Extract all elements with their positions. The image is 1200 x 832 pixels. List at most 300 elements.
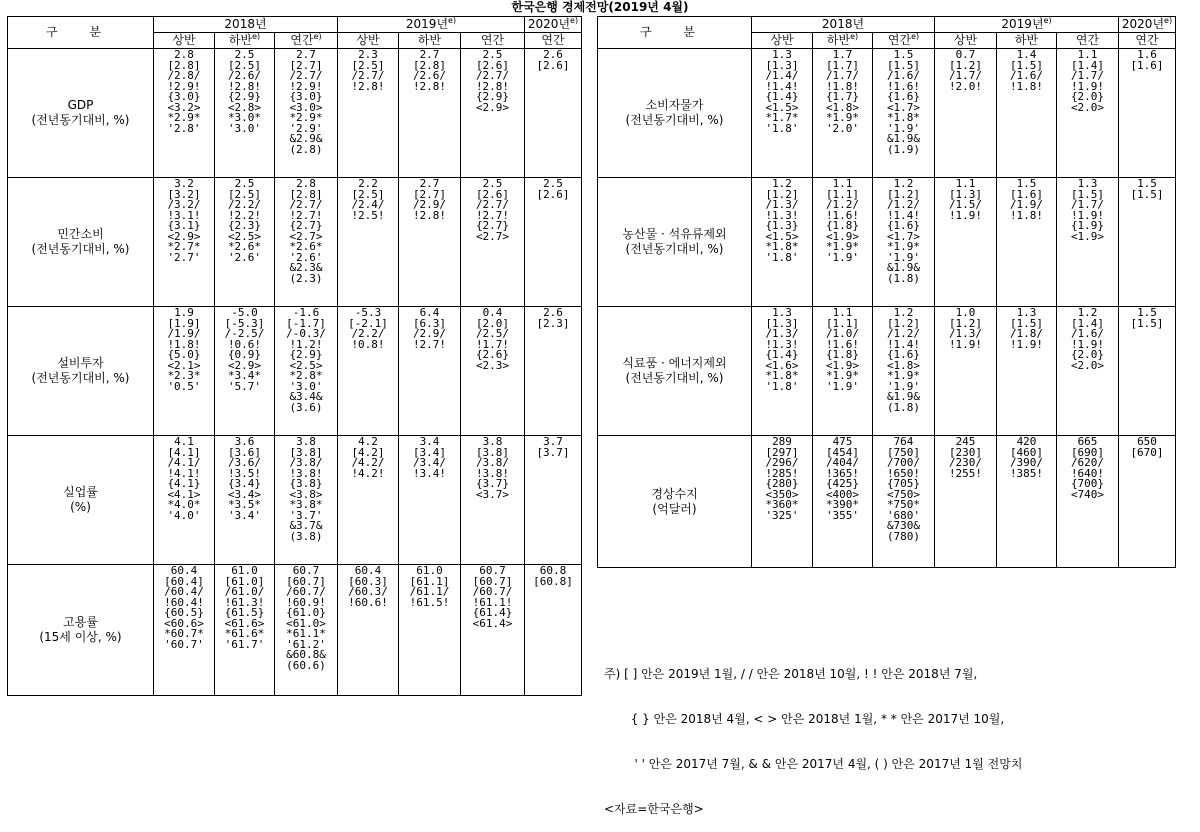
- table-row: [8, 436, 582, 565]
- forecast-value: /1.7/: [1070, 198, 1105, 211]
- forecast-value: 475: [832, 435, 853, 448]
- forecast-value: !1.4!: [886, 208, 921, 222]
- forecast-value: '2.6': [227, 250, 262, 264]
- forecast-value: <1.8>: [825, 100, 860, 114]
- forecast-value: [1.4]: [1070, 316, 1105, 330]
- forecast-value: <3.0>: [289, 100, 323, 114]
- forecast-value: {1.6}: [886, 348, 921, 361]
- year-2019-header: 2019년$^{e)}$: [338, 17, 525, 33]
- forecast-value: /700/: [886, 456, 921, 469]
- row-label-line: GDP: [67, 98, 94, 112]
- forecast-value: /296/: [765, 456, 799, 469]
- forecast-value: [1.2]: [948, 316, 983, 330]
- year-2018-header: 2018년: [752, 17, 935, 33]
- value-cell: [215, 307, 275, 436]
- forecast-value: <1.9>: [1070, 229, 1105, 243]
- value-cell: [1119, 436, 1176, 568]
- forecast-value: '1.8': [765, 121, 799, 135]
- year-2020-header: 2020년$^{e)}$: [1119, 17, 1176, 33]
- forecast-value: [1.3]: [765, 58, 799, 72]
- forecast-value: !61.1!: [472, 595, 513, 609]
- forecast-value: 61.0: [416, 564, 443, 577]
- forecast-value: [-2.1]: [348, 316, 388, 330]
- forecast-value: <3.4>: [227, 487, 262, 501]
- forecast-value: 6.4: [419, 306, 440, 319]
- forecast-value: '2.8': [167, 121, 201, 135]
- forecast-value: /1.3/: [948, 327, 983, 340]
- forecast-value: [1.1]: [825, 316, 860, 330]
- forecast-value: 1.0: [955, 306, 976, 319]
- forecast-value: <2.7>: [289, 229, 323, 243]
- forecast-value: [1.5]: [1009, 58, 1044, 72]
- row-label-line: (전년동기대비, %): [31, 242, 130, 256]
- table-row: [8, 49, 582, 178]
- forecast-value: 1.2: [893, 177, 914, 190]
- value-cell: [154, 49, 215, 178]
- h2-header: 하반: [399, 33, 461, 49]
- forecast-value: 2.7: [419, 177, 440, 190]
- forecast-value: '355': [825, 508, 860, 522]
- forecast-value: [1.5]: [1130, 316, 1164, 330]
- forecast-value: [1.5]: [1070, 187, 1105, 201]
- forecast-value: 2.5: [234, 177, 255, 190]
- forecast-value: {3.0}: [289, 90, 323, 103]
- forecast-value: '61.7': [224, 637, 265, 651]
- forecast-value: [4.1]: [167, 445, 201, 459]
- h2-header: 하반$^{e)}$: [215, 33, 275, 49]
- forecast-value: [690]: [1070, 445, 1105, 459]
- forecast-value: '2.9': [289, 121, 323, 135]
- forecast-value: {1.7}: [825, 90, 860, 103]
- value-cell: [1057, 49, 1119, 178]
- forecast-value: '3.0': [227, 121, 262, 135]
- forecast-value: <1.6>: [765, 358, 799, 372]
- gubun-header: 구 분: [598, 17, 752, 49]
- forecast-value: !2.9!: [289, 79, 323, 93]
- forecast-value: 2.5: [543, 177, 563, 190]
- value-cell: [525, 436, 582, 565]
- forecast-value: {3.1}: [167, 219, 201, 232]
- forecast-value: {0.9}: [227, 348, 262, 361]
- value-cell: [275, 49, 338, 178]
- forecast-value: {705}: [886, 477, 921, 490]
- forecast-value: *390*: [825, 498, 860, 511]
- forecast-value: /61.0/: [224, 585, 265, 598]
- forecast-value: <3.7>: [475, 487, 510, 501]
- forecast-value: <4.1>: [167, 487, 201, 501]
- forecast-value: '1.9': [886, 250, 921, 264]
- forecast-value: 2.5: [482, 48, 503, 61]
- forecast-value: [1.2]: [948, 58, 983, 72]
- forecast-value: *1.8*: [765, 369, 799, 382]
- forecast-value: !1.6!: [825, 337, 860, 351]
- forecast-value: (1.9): [886, 142, 921, 156]
- forecast-value: <1.5>: [765, 100, 799, 114]
- forecast-value: *750*: [886, 498, 921, 511]
- forecast-value: {2.6}: [475, 348, 510, 361]
- forecast-value: /1.2/: [886, 327, 921, 340]
- forecast-value: *1.9*: [825, 240, 860, 253]
- row-label-line: 소비자물가: [645, 98, 704, 112]
- forecast-value: /60.7/: [286, 585, 326, 598]
- forecast-value: *1.8*: [886, 111, 921, 124]
- forecast-value: [2.5]: [351, 58, 385, 72]
- forecast-value: 1.1: [955, 177, 976, 190]
- forecast-value: 2.2: [358, 177, 378, 190]
- forecast-value: '1.9': [825, 379, 860, 393]
- forecast-value: {700}: [1070, 477, 1105, 490]
- forecast-value: /2.5/: [475, 327, 510, 340]
- value-cell: [997, 178, 1057, 307]
- forecast-value: 2.8: [296, 177, 316, 190]
- forecast-value: /2.6/: [227, 69, 262, 82]
- table-row: [8, 178, 582, 307]
- forecast-value: [2.7]: [289, 58, 323, 72]
- forecast-value: [3.2]: [167, 187, 201, 201]
- forecast-value: 2.7: [296, 48, 316, 61]
- forecast-value: '1.8': [765, 250, 799, 264]
- forecast-value: 60.4: [354, 564, 382, 577]
- value-cell: [935, 436, 997, 568]
- forecast-value: /1.0/: [825, 327, 860, 340]
- forecast-value: /2.6/: [412, 69, 447, 82]
- row-label-line: (전년동기대비, %): [625, 242, 724, 256]
- row-label-line: (억달러): [652, 501, 697, 516]
- value-cell: [997, 49, 1057, 178]
- forecast-value: [2.6]: [475, 58, 510, 72]
- forecast-value: [1.3]: [948, 187, 983, 201]
- table-row: [598, 178, 1176, 307]
- forecast-value: <2.5>: [227, 229, 262, 243]
- forecast-value: '2.7': [167, 250, 201, 264]
- forecast-value: '1.9': [825, 250, 860, 264]
- forecast-value: /2.7/: [289, 198, 323, 211]
- forecast-value: /3.8/: [475, 456, 510, 469]
- value-cell: [399, 565, 461, 696]
- forecast-value: &60.8&: [286, 648, 326, 661]
- forecast-value: [2.3]: [536, 316, 570, 330]
- h1-header: 상반: [935, 33, 997, 49]
- forecast-value: <1.9>: [825, 358, 860, 372]
- forecast-value: /1.6/: [1070, 327, 1105, 340]
- forecast-value: !2.8!: [351, 79, 385, 93]
- forecast-value: *2.9*: [289, 111, 323, 124]
- forecast-value: /-2.5/: [224, 327, 265, 340]
- value-cell: [813, 307, 873, 436]
- value-cell: [813, 49, 873, 178]
- forecast-value: [2.8]: [167, 58, 201, 72]
- forecast-value: [1.4]: [1070, 58, 1105, 72]
- forecast-value: !2.8!: [475, 79, 510, 93]
- forecast-value: !650!: [886, 466, 921, 480]
- forecast-value: &3.4&: [289, 390, 323, 403]
- value-cell: [154, 307, 215, 436]
- forecast-value: {1.4}: [765, 348, 799, 361]
- forecast-value: !3.4!: [412, 466, 447, 480]
- forecast-value: '1.8': [765, 379, 799, 393]
- forecast-value: !60.6!: [348, 595, 388, 609]
- forecast-value: 61.0: [231, 564, 258, 577]
- value-cell: [1057, 178, 1119, 307]
- forecast-value: <61.4>: [472, 616, 513, 630]
- value-cell: [275, 436, 338, 565]
- forecast-value: *1.7*: [765, 111, 799, 124]
- forecast-value: !640!: [1070, 466, 1105, 480]
- forecast-value: <2.8>: [227, 100, 262, 114]
- forecast-value: [454]: [825, 445, 860, 459]
- forecast-value: *2.6*: [289, 240, 323, 253]
- forecast-value: {1.6}: [886, 90, 921, 103]
- value-cell: [525, 178, 582, 307]
- table-row: [8, 307, 582, 436]
- forecast-value: 1.3: [772, 306, 792, 319]
- forecast-value: *61.1*: [286, 627, 326, 640]
- forecast-value: <60.6>: [164, 616, 204, 630]
- value-cell: [525, 565, 582, 696]
- forecast-value: {2.9}: [289, 348, 323, 361]
- forecast-value: [2.7]: [412, 187, 447, 201]
- forecast-value: !1.3!: [765, 208, 799, 222]
- forecast-value: !1.4!: [765, 79, 799, 93]
- forecast-value: <2.1>: [167, 358, 201, 372]
- annual-header: 연간$^{e)}$: [873, 33, 935, 49]
- row-label: [598, 178, 752, 307]
- annual-header: 연간: [525, 33, 582, 49]
- forecast-value: !1.3!: [765, 337, 799, 351]
- forecast-value: !1.2!: [289, 337, 323, 351]
- forecast-value: 1.1: [1077, 48, 1098, 61]
- forecast-value: '2.6': [289, 250, 323, 264]
- forecast-value: 2.6: [543, 48, 563, 61]
- forecast-value: /1.2/: [886, 198, 921, 211]
- year-2020-header: 2020년$^{e)}$: [525, 17, 582, 33]
- forecast-value: (2.3): [289, 271, 323, 285]
- forecast-value: '60.7': [164, 637, 204, 651]
- forecast-value: 1.1: [832, 306, 853, 319]
- value-cell: [154, 178, 215, 307]
- value-cell: [461, 178, 525, 307]
- forecast-value: [1.3]: [765, 316, 799, 330]
- value-cell: [873, 307, 935, 436]
- forecast-value: /3.6/: [227, 456, 262, 469]
- footnote-line: 주) [ ] 안은 2019년 1월, / / 안은 2018년 10월, ! ! 안은 2018년 7월,: [604, 667, 978, 681]
- forecast-value: /61.1/: [409, 585, 450, 598]
- forecast-value: [1.7]: [825, 58, 860, 72]
- row-label-line: (전년동기대비, %): [31, 113, 130, 127]
- forecast-value: !255!: [948, 466, 983, 480]
- forecast-value: /1.6/: [1009, 69, 1044, 82]
- annual-header: 연간: [1057, 33, 1119, 49]
- forecast-value: *1.8*: [765, 240, 799, 253]
- forecast-value: /2.2/: [227, 198, 262, 211]
- annual-header: 연간: [461, 33, 525, 49]
- row-label-line: 민간소비: [57, 227, 104, 241]
- forecast-value: 0.4: [482, 306, 503, 319]
- forecast-value: [2.8]: [412, 58, 447, 72]
- forecast-value: -5.3: [354, 306, 382, 319]
- forecast-value: !2.2!: [227, 208, 262, 222]
- forecast-value: 1.2: [893, 306, 914, 319]
- value-cell: [154, 565, 215, 696]
- row-label-line: (15세 이상, %): [39, 630, 122, 644]
- forecast-value: 1.5: [1137, 306, 1157, 319]
- forecast-value: *3.0*: [227, 111, 262, 124]
- forecast-value: !2.7!: [289, 208, 323, 222]
- forecast-value: [6.3]: [412, 316, 447, 330]
- forecast-value: 3.2: [174, 177, 194, 190]
- value-cell: [525, 49, 582, 178]
- forecast-value: <3.8>: [289, 487, 323, 501]
- forecast-value: /390/: [1009, 456, 1044, 469]
- value-cell: [275, 178, 338, 307]
- forecast-value: !2.5!: [351, 208, 385, 222]
- right-forecast-table: [597, 16, 1176, 568]
- forecast-value: [1.6]: [1009, 187, 1044, 201]
- forecast-value: [4.2]: [351, 445, 385, 459]
- value-cell: [215, 49, 275, 178]
- value-cell: [338, 178, 399, 307]
- forecast-value: [2.6]: [536, 58, 570, 72]
- forecast-value: !1.9!: [1070, 79, 1105, 93]
- forecast-value: /2.7/: [351, 69, 385, 82]
- value-cell: [399, 49, 461, 178]
- forecast-value: /2.7/: [289, 69, 323, 82]
- forecast-value: 2.5: [482, 177, 503, 190]
- forecast-value: [-5.3]: [224, 316, 265, 330]
- forecast-value: /1.8/: [1009, 327, 1044, 340]
- forecast-value: <400>: [825, 487, 860, 501]
- forecast-value: '61.2': [286, 637, 326, 651]
- row-label: [598, 436, 752, 568]
- value-cell: [275, 307, 338, 436]
- forecast-value: <61.0>: [286, 616, 326, 630]
- forecast-value: 3.7: [543, 435, 563, 448]
- row-label-line: 실업률: [63, 485, 98, 499]
- row-label: [8, 565, 154, 696]
- forecast-value: {3.8}: [289, 477, 323, 490]
- forecast-value: !1.7!: [475, 337, 510, 351]
- forecast-value: !61.3!: [224, 595, 265, 609]
- forecast-value: *61.6*: [224, 627, 265, 640]
- forecast-value: 1.4: [1016, 48, 1037, 61]
- row-label-line: (전년동기대비, %): [625, 113, 724, 127]
- forecast-value: *1.9*: [886, 369, 921, 382]
- forecast-value: {3.4}: [227, 477, 262, 490]
- forecast-value: !3.5!: [227, 466, 262, 480]
- value-cell: [935, 307, 997, 436]
- forecast-value: *1.9*: [825, 111, 860, 124]
- forecast-value: /2.8/: [167, 69, 201, 82]
- forecast-value: 3.8: [296, 435, 316, 448]
- forecast-value: /1.6/: [886, 69, 921, 82]
- forecast-value: *360*: [765, 498, 799, 511]
- h2-header: 하반: [997, 33, 1057, 49]
- forecast-value: *3.4*: [227, 369, 262, 382]
- forecast-value: !0.8!: [351, 337, 385, 351]
- forecast-value: [1.9]: [167, 316, 201, 330]
- footnote: [604, 637, 1022, 832]
- forecast-value: !1.9!: [948, 337, 983, 351]
- row-label: [598, 49, 752, 178]
- forecast-value: !2.8!: [227, 79, 262, 93]
- forecast-value: [60.7]: [286, 574, 326, 588]
- forecast-value: [2.0]: [475, 316, 510, 330]
- forecast-value: 2.8: [174, 48, 194, 61]
- forecast-value: -1.6: [292, 306, 320, 319]
- forecast-value: !3.8!: [475, 466, 510, 480]
- forecast-value: !1.9!: [1009, 337, 1044, 351]
- forecast-value: /60.4/: [164, 585, 204, 598]
- table-row: [8, 565, 582, 696]
- source-line: <자료=한국은행>: [604, 802, 704, 816]
- forecast-value: &1.9&: [886, 132, 921, 145]
- forecast-value: {2.7}: [475, 219, 510, 232]
- year-2019-header: 2019년$^{e)}$: [935, 17, 1119, 33]
- forecast-value: (3.6): [289, 400, 323, 414]
- value-cell: [752, 49, 813, 178]
- forecast-value: [61.1]: [409, 574, 450, 588]
- forecast-value: <1.7>: [886, 100, 921, 114]
- forecast-value: [60.7]: [472, 574, 513, 588]
- forecast-value: <2.3>: [475, 358, 510, 372]
- forecast-value: 1.2: [1077, 306, 1098, 319]
- forecast-value: 1.7: [832, 48, 853, 61]
- value-cell: [935, 178, 997, 307]
- page-title: 한국은행 경제전망(2019년 4월): [511, 0, 689, 14]
- forecast-value: [60.4]: [164, 574, 204, 588]
- forecast-value: !385!: [1009, 466, 1044, 480]
- row-label: [8, 436, 154, 565]
- forecast-value: &2.3&: [289, 261, 323, 274]
- value-cell: [752, 436, 813, 568]
- forecast-value: '680': [886, 508, 921, 522]
- value-cell: [935, 49, 997, 178]
- forecast-value: /3.8/: [289, 456, 323, 469]
- value-cell: [461, 49, 525, 178]
- forecast-value: 60.8: [539, 564, 567, 577]
- forecast-value: [3.8]: [289, 445, 323, 459]
- forecast-value: 3.6: [234, 435, 255, 448]
- forecast-value: [1.5]: [1130, 187, 1164, 201]
- forecast-value: /2.7/: [475, 198, 510, 211]
- forecast-value: (1.8): [886, 400, 921, 414]
- forecast-value: {2.9}: [227, 90, 262, 103]
- forecast-value: <750>: [886, 487, 921, 501]
- forecast-value: {2.0}: [1070, 348, 1105, 361]
- forecast-value: 60.4: [170, 564, 198, 577]
- forecast-value: /2.2/: [351, 327, 385, 340]
- value-cell: [1057, 307, 1119, 436]
- annual-header: 연간: [1119, 33, 1176, 49]
- forecast-value: 1.3: [772, 48, 792, 61]
- forecast-value: *4.0*: [167, 498, 201, 511]
- value-cell: [154, 436, 215, 565]
- forecast-value: [60.3]: [348, 574, 388, 588]
- value-cell: [997, 307, 1057, 436]
- row-label-line: (전년동기대비, %): [31, 371, 130, 385]
- forecast-value: [2.5]: [227, 58, 262, 72]
- forecast-value: <1.9>: [825, 229, 860, 243]
- forecast-value: /4.1/: [167, 456, 201, 469]
- forecast-value: {1.3}: [765, 219, 799, 232]
- value-cell: [997, 436, 1057, 568]
- forecast-value: <2.9>: [475, 100, 510, 114]
- forecast-value: {2.9}: [475, 90, 510, 103]
- forecast-value: <1.8>: [886, 358, 921, 372]
- forecast-value: *2.3*: [167, 369, 201, 382]
- forecast-value: 245: [955, 435, 976, 448]
- forecast-value: !1.4!: [886, 337, 921, 351]
